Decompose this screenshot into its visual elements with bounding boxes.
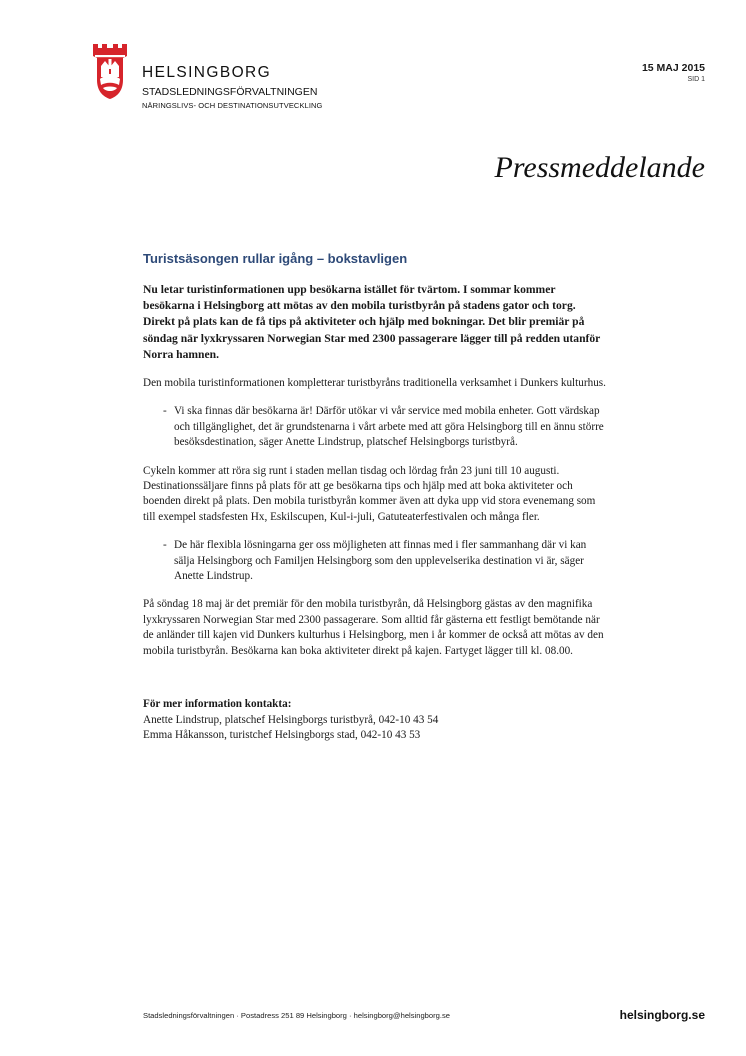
article-lead: Nu letar turistinformationen upp besökarna istället för tvärtom. I sommar kommer besökarna i Helsingborg att mötas av den mobila turistbyrån på stadens gator och torg. Direkt på plats kan de få tips på aktiviteter och hjälp med bokningar. Det blir premiär på söndag när lyxkryssaren Norwegian Star med 2300 passagerare lägger till på redden utanför Norra hamnen. <box>143 283 601 361</box>
article-paragraph: Cykeln kommer att röra sig runt i staden mellan tisdag och lördag från 23 juni till 10 augusti. Destinationssäljare finns på plats för att ge besökarna tips och hjälp med att boka aktiviteter och boenden direkt på plats. Den mobila turistbyrån kommer även att dyka upp vid stora evenemang som till exempel stadsfesten Hx, Eskilscupen, Kul-i-juli, Gatuteaterfestivalen och många fler. <box>143 464 596 523</box>
page-footer <box>143 1004 705 1022</box>
quote-text: De här flexibla lösningarna ger oss möjligheten att finnas med i fler sammanhang där vi kan sälja Helsingborg och Familjen Helsingborg som den upplevelserika destination vi är, säger Anette Lindstrup. <box>174 539 587 583</box>
date-block <box>642 62 705 85</box>
unit-name: NÄRINGSLIVS- OCH DESTINATIONSUTVECKLING <box>142 101 323 110</box>
quote-block <box>143 538 609 584</box>
article-paragraph: På söndag 18 maj är det premiär för den mobila turistbyrån, då Helsingborg gästas av den magnifika lyxkryssaren Norwegian Star med 2300 passagerare. Som alltid får gästerna ett festligt bemötande när de anländer till kajen vid Dunkers kulturhus i Helsingborg, men i år kommer de också att mötas av den mobila turistbyrån. Besökarna kan boka aktiviteter direkt på kajen. Fartyget lägger till kl. 08.00. <box>143 598 604 657</box>
article-paragraph: Den mobila turistinformationen kompletterar turistbyråns traditionella verksamhet i Dunkers kulturhus. <box>143 377 606 390</box>
contact-line: Anette Lindstrup, platschef Helsingborgs turistbyrå, 042-10 43 54 <box>143 713 439 726</box>
contact-title: För mer information kontakta: <box>143 698 292 711</box>
organization-header <box>142 64 322 112</box>
quote-dash: - <box>163 405 167 418</box>
org-name: HELSINGBORG <box>142 64 272 81</box>
department-name: STADSLEDNINGSFÖRVALTNINGEN <box>142 86 318 98</box>
article-body <box>143 250 609 743</box>
helsingborg-coat-of-arms-icon <box>92 44 128 100</box>
footer-website-link[interactable]: helsingborg.se <box>619 1008 705 1022</box>
quote-block <box>143 404 609 450</box>
quote-text: Vi ska finnas där besökarna är! Därför utökar vi vår service med mobila enheter. Gott värdskap och tillgänglighet, det är grundstenarna i vårt arbete med att göra Helsingborg till en ännu större besöksdestination, säger Anette Lindstrup, platschef Helsingborgs turistbyrå. <box>174 405 604 449</box>
contact-line: Emma Håkansson, turistchef Helsingborgs stad, 042-10 43 53 <box>143 728 421 741</box>
article-headline: Turistsäsongen rullar igång – bokstavligen <box>143 251 408 266</box>
quote-dash: - <box>163 539 167 552</box>
document-type-title: Pressmeddelande <box>494 151 705 184</box>
footer-address: Stadsledningsförvaltningen · Postadress 251 89 Helsingborg · helsingborg@helsingborg.se <box>143 1011 451 1020</box>
page-number: SID 1 <box>687 76 705 83</box>
document-date: 15 MAJ 2015 <box>641 62 705 74</box>
